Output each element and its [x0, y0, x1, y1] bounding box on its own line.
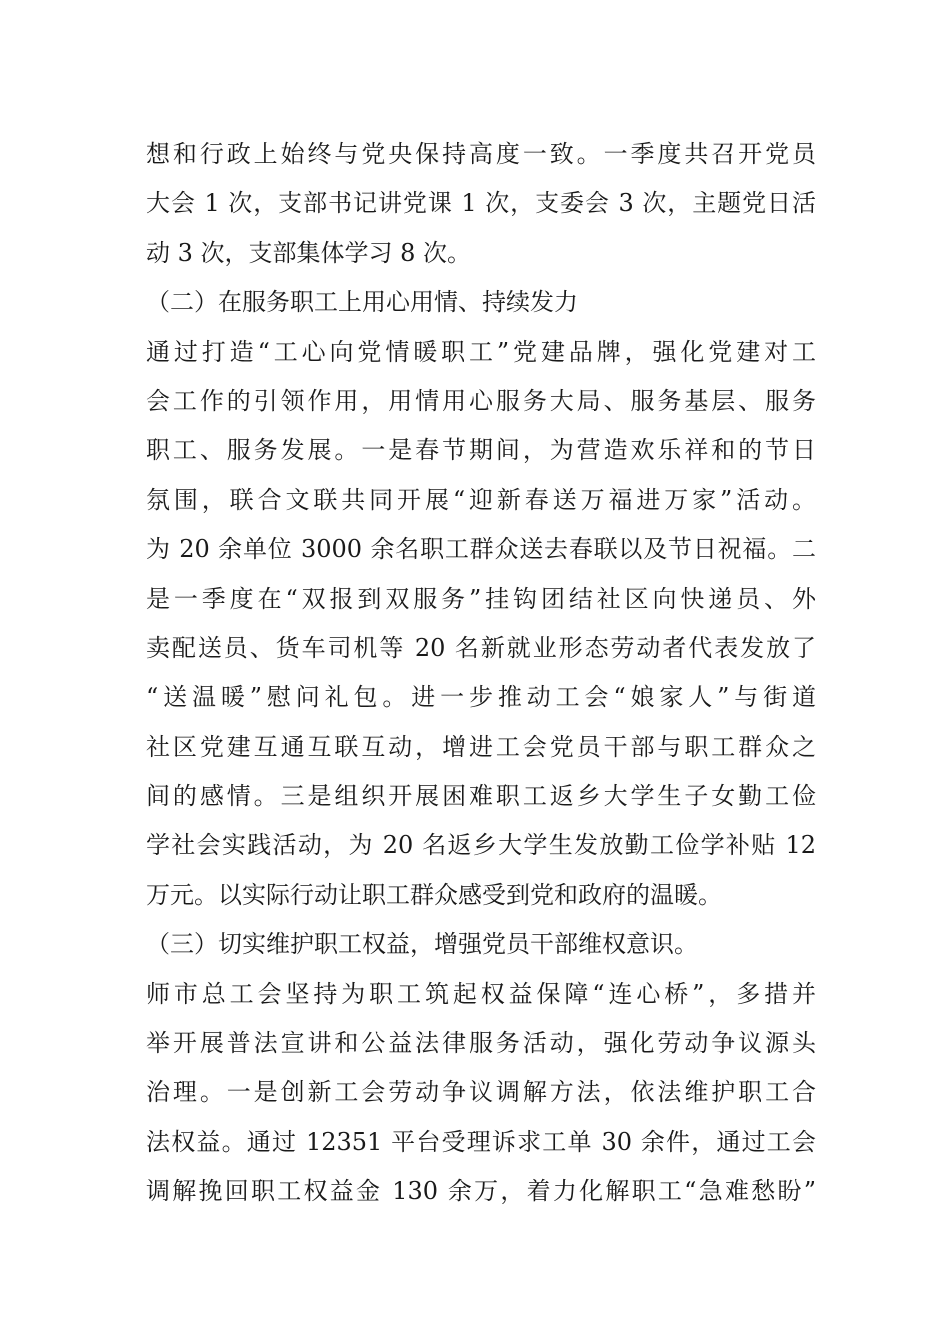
- paragraph-line: 调解挽回职工权益金 130 余万，着力化解职工“急难愁盼”: [146, 1177, 816, 1206]
- paragraph-line: 通过打造“工心向党情暖职工”党建品牌，强化党建对工: [146, 337, 816, 366]
- paragraph-line: 法权益。通过 12351 平台受理诉求工单 30 余件，通过工会: [146, 1127, 816, 1156]
- paragraph-line: 万元。以实际行动让职工群众感受到党和政府的温暖。: [146, 880, 722, 909]
- paragraph-line: 动 3 次，支部集体学习 8 次。: [146, 238, 472, 267]
- paragraph-line: 想和行政上始终与党央保持高度一致。一季度共召开党员: [146, 140, 816, 168]
- paragraph-line: 为 20 余单位 3000 余名职工群众送去春联以及节日祝福。二: [146, 535, 816, 564]
- section-heading-3: （三）切实维护职工权益，增强党员干部维权意识。: [146, 930, 698, 959]
- paragraph-line: “送温暖”慰问礼包。进一步推动工会“娘家人”与街道: [146, 683, 816, 712]
- paragraph-line: 卖配送员、货车司机等 20 名新就业形态劳动者代表发放了: [146, 633, 816, 662]
- paragraph-line: 氛围，联合文联共同开展“迎新春送万福进万家”活动。: [146, 485, 816, 514]
- paragraph-line: 举开展普法宣讲和公益法律服务活动，强化劳动争议源头: [146, 1029, 816, 1058]
- paragraph-line: 大会 1 次，支部书记讲党课 1 次，支委会 3 次，主题党日活: [146, 189, 816, 218]
- paragraph-line: 职工、服务发展。一是春节期间，为营造欢乐祥和的节日: [146, 436, 816, 465]
- document-body: [146, 130, 816, 1217]
- paragraph-line: 师市总工会坚持为职工筑起权益保障“连心桥”，多措并: [146, 979, 816, 1008]
- section-heading-2: （二）在服务职工上用心用情、持续发力: [146, 288, 578, 317]
- paragraph-line: 会工作的引领作用，用情用心服务大局、服务基层、服务: [146, 386, 816, 415]
- paragraph-line: 学社会实践活动，为 20 名返乡大学生发放勤工俭学补贴 12: [146, 831, 816, 860]
- paragraph-line: 是一季度在“双报到双服务”挂钩团结社区向快递员、外: [146, 584, 816, 613]
- paragraph-line: 间的感情。三是组织开展困难职工返乡大学生子女勤工俭: [146, 782, 816, 811]
- paragraph-line: 治理。一是创新工会劳动争议调解方法，依法维护职工合: [146, 1078, 816, 1107]
- paragraph-line: 社区党建互通互联互动，增进工会党员干部与职工群众之: [146, 732, 816, 761]
